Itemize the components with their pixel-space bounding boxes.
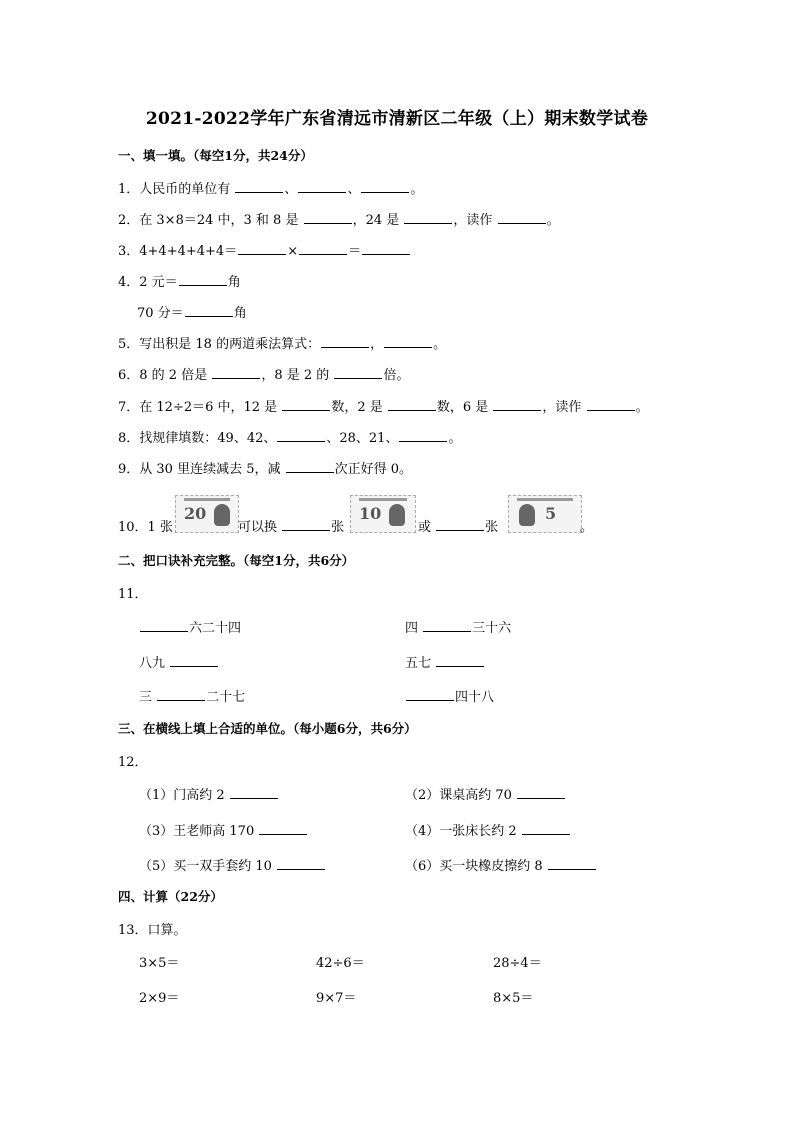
banknote-image: 5 [508,495,582,533]
question-4-part-2: 70 分＝ 角 [137,306,247,321]
answer-blank[interactable] [286,460,334,473]
question-10-middle: 可以换 张 [238,520,345,535]
answer-blank[interactable] [361,180,409,193]
answer-blank[interactable] [362,242,410,255]
question-8: 8．找规律填数：49、42、 、28、21、 。 [118,431,462,446]
answer-blank[interactable] [399,429,447,442]
question-6: 6．8 的 2 倍是 ，8 是 2 的 倍。 [118,368,410,383]
question-3: 3．4+4+4+4+4＝ × ＝ [118,240,411,259]
answer-blank[interactable] [298,180,346,193]
answer-blank[interactable] [304,211,352,224]
unit-item: （6）买一块橡皮擦约 8 [405,855,597,874]
answer-blank[interactable] [170,654,218,667]
rhyme-item: 六二十四 [139,617,241,636]
unit-item: （4）一张床长约 2 [405,820,571,839]
answer-blank[interactable] [321,335,369,348]
question-10-period: 。 [580,520,594,535]
answer-blank[interactable] [334,366,382,379]
calc-item: 9×7＝ [316,991,357,1006]
answer-blank[interactable] [282,398,330,411]
answer-blank[interactable] [522,822,570,835]
unit-item: （3）王老师高 170 [139,820,308,839]
unit-item: （2）课桌高约 70 [405,784,566,803]
answer-blank[interactable] [179,273,227,286]
section-4-heading: 四、计算（22分） [118,889,223,904]
answer-blank[interactable] [185,304,233,317]
rhyme-item: 四十八 [405,686,494,705]
answer-blank[interactable] [235,180,283,193]
rhyme-item: 四 三十六 [405,621,512,636]
unit-item: （1）门高约 2 [139,784,279,803]
answer-blank[interactable] [299,242,347,255]
answer-blank[interactable] [406,688,454,701]
answer-blank[interactable] [436,518,484,531]
answer-blank[interactable] [436,654,484,667]
answer-blank[interactable] [212,366,260,379]
banknote-image: 20 [175,495,239,533]
page-title: 2021-2022学年广东省清远市清新区二年级（上）期末数学试卷 [145,109,649,129]
answer-blank[interactable] [548,857,596,870]
rhyme-item: 八九 [139,652,219,671]
unit-item: （5）买一双手套约 10 [139,855,326,874]
question-10: 10．1 张 [118,520,173,535]
answer-blank[interactable] [498,211,546,224]
question-7: 7．在 12÷2＝6 中，12 是 数，2 是 数，6 是 ，读作 。 [118,400,649,415]
answer-blank[interactable] [517,786,565,799]
question-12-number: 12． [118,755,148,770]
answer-blank[interactable] [277,857,325,870]
answer-blank[interactable] [423,619,471,632]
question-13-heading: 13．口算。 [118,923,187,938]
question-5: 5．写出积是 18 的两道乘法算式： ， 。 [118,337,447,352]
question-4-part-1: 4．2 元＝ 角 [118,275,241,290]
question-1: 1．人民币的单位有 、 、 。 [118,182,424,197]
question-2: 2．在 3×8＝24 中，3 和 8 是 ，24 是 ，读作 。 [118,213,560,228]
answer-blank[interactable] [587,398,635,411]
section-1-heading: 一、填一填。（每空1分，共24分） [118,148,313,163]
answer-blank[interactable] [282,518,330,531]
answer-blank[interactable] [277,429,325,442]
banknote-image: 10 [350,495,416,533]
calc-item: 3×5＝ [139,956,180,971]
rhyme-item: 五七 [405,652,485,671]
question-9: 9．从 30 里连续减去 5，减 次正好得 0。 [118,462,413,477]
answer-blank[interactable] [259,822,307,835]
answer-blank[interactable] [157,688,205,701]
question-10-end: 或 张 [418,520,499,535]
answer-blank[interactable] [238,242,286,255]
answer-blank[interactable] [230,786,278,799]
answer-blank[interactable] [404,211,452,224]
calc-item: 8×5＝ [493,991,534,1006]
rhyme-item: 三 二十七 [139,690,246,705]
answer-blank[interactable] [140,619,188,632]
section-2-heading: 二、把口诀补充完整。（每空1分，共6分） [118,553,355,568]
calc-item: 28÷4＝ [493,956,542,971]
answer-blank[interactable] [388,398,436,411]
answer-blank[interactable] [384,335,432,348]
answer-blank[interactable] [493,398,541,411]
calc-item: 2×9＝ [139,991,180,1006]
section-3-heading: 三、在横线上填上合适的单位。（每小题6分，共6分） [118,721,417,736]
question-11-number: 11． [118,587,148,602]
calc-item: 42÷6＝ [316,956,365,971]
